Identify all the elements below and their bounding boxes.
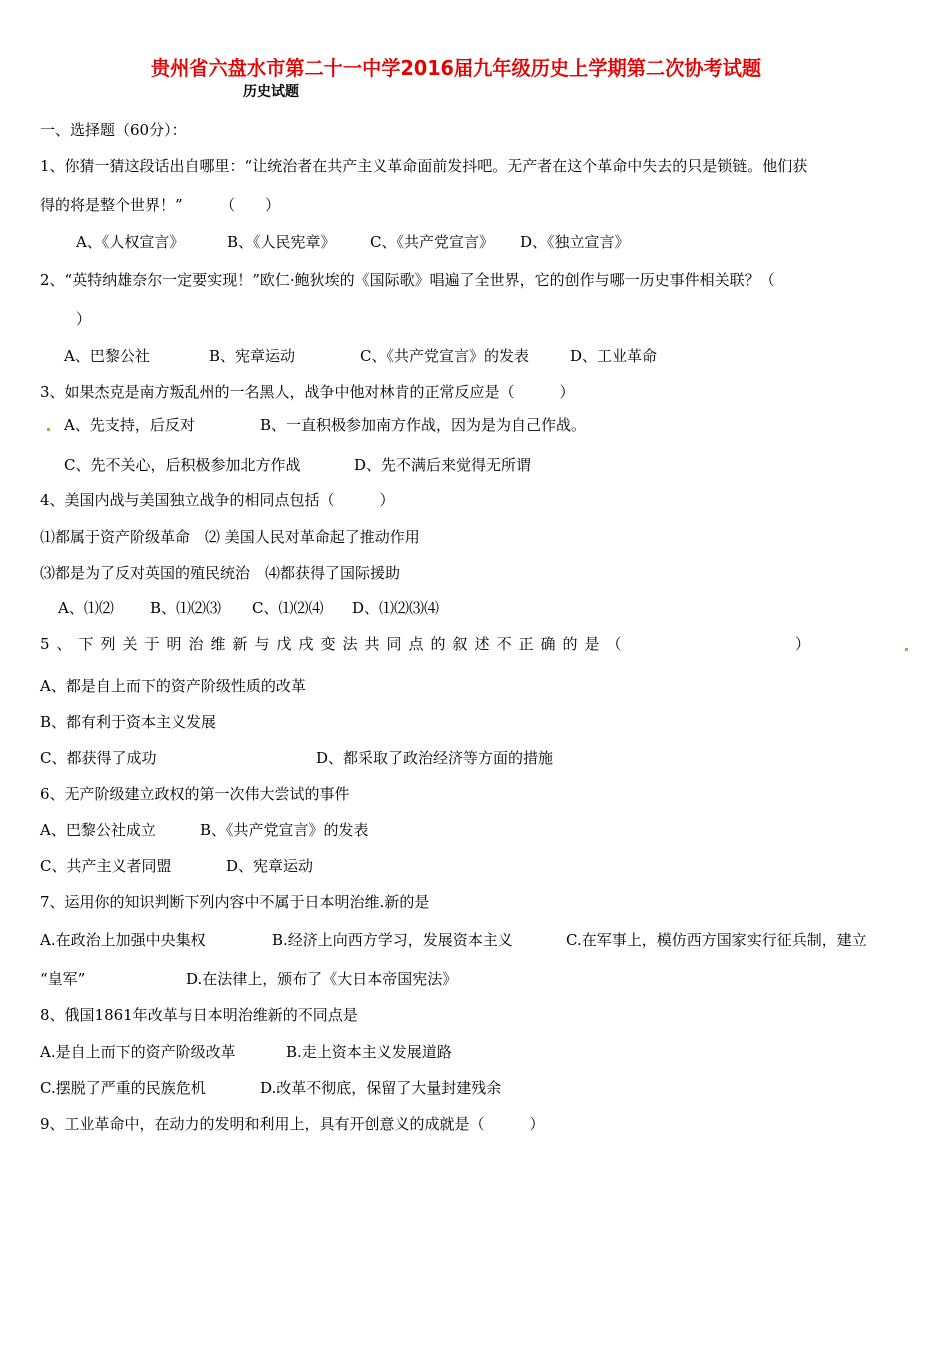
question-3-option-d: D、先不满后来觉得无所谓 <box>354 456 532 474</box>
question-8-text: 8、俄国1861年改革与日本明治维新的不同点是 <box>40 1006 358 1024</box>
question-2-option-d: D、工业革命 <box>570 347 658 365</box>
question-7-option-c: C.在军事上，模仿西方国家实行征兵制，建立 <box>566 931 867 949</box>
question-4-option-c: C、⑴⑵⑷ <box>252 599 324 617</box>
question-4-option-d: D、⑴⑵⑶⑷ <box>352 599 440 617</box>
question-7-option-b: B.经济上向西方学习，发展资本主义 <box>272 931 513 949</box>
question-6-option-d: D、宪章运动 <box>226 857 314 875</box>
question-3-option-a: A、先支持，后反对 <box>64 416 195 434</box>
question-8-option-c: C.摆脱了严重的民族危机 <box>40 1079 206 1097</box>
question-1-option-d: D、《独立宣言》 <box>520 233 630 251</box>
question-4-option-b: B、⑴⑵⑶ <box>150 599 222 617</box>
section-heading: 一、选择题（60分）： <box>40 121 187 139</box>
question-5-option-c: C、都获得了成功 <box>40 749 157 767</box>
question-9-text: 9、工业革命中，在动力的发明和利用上，具有开创意义的成就是（ ） <box>40 1115 545 1133</box>
document-title: 贵州省六盘水市第二十一中学2016届九年级历史上学期第二次协考试题 <box>150 56 762 80</box>
question-4-statement-1-2: ⑴都属于资产阶级革命 ⑵ 美国人民对革命起了推动作用 <box>40 528 420 546</box>
question-1-text-cont: 得的将是整个世界！” （ ） <box>40 196 281 214</box>
question-4-option-a: A、⑴⑵ <box>58 599 114 617</box>
document-subtitle: 历史试题 <box>243 84 299 100</box>
question-3-option-b: B、一直积极参加南方作战，因为是为自己作战。 <box>260 416 587 434</box>
question-7-option-d: D.在法律上，颁布了《大日本帝国宪法》 <box>186 970 458 988</box>
question-7-option-a: A.在政治上加强中央集权 <box>40 931 206 949</box>
question-2-option-b: B、宪章运动 <box>209 347 296 365</box>
question-5-option-a: A、都是自上而下的资产阶级性质的改革 <box>40 677 306 695</box>
question-2-text: 2、“英特纳雄奈尔一定要实现！”欧仁·鲍狄埃的《国际歌》唱遍了全世界，它的创作与哪一历史事件相关联？（ <box>40 271 775 289</box>
question-5-option-b: B、都有利于资本主义发展 <box>40 713 217 731</box>
question-1-option-c: C、《共产党宣言》 <box>370 233 494 251</box>
question-5-option-d: D、都采取了政治经济等方面的措施 <box>316 749 554 767</box>
question-6-option-a: A、巴黎公社成立 <box>40 821 156 839</box>
question-4-text: 4、美国内战与美国独立战争的相同点包括（ ） <box>40 491 395 509</box>
question-3-text: 3、如果杰克是南方叛乱州的一名黑人，战争中他对林肯的正常反应是（ ） <box>40 383 575 401</box>
question-5-paren-close: ） <box>795 635 811 653</box>
question-6-option-b: B、《共产党宣言》的发表 <box>200 821 369 839</box>
question-1-option-a: A、《人权宣言》 <box>76 233 185 251</box>
question-1-text: 1、你猜一猜这段话出自哪里：“让统治者在共产主义革命面前发抖吧。无产者在这个革命中失去的只是锁链。他们获 <box>40 157 808 175</box>
question-3-option-c: C、先不关心，后积极参加北方作战 <box>64 456 301 474</box>
question-2-option-a: A、巴黎公社 <box>64 347 150 365</box>
question-4-statement-3-4: ⑶都是为了反对英国的殖民统治 ⑷都获得了国际援助 <box>40 564 401 582</box>
speck-mark <box>47 428 50 431</box>
question-8-option-a: A.是自上而下的资产阶级改革 <box>40 1043 236 1061</box>
question-6-text: 6、无产阶级建立政权的第一次伟大尝试的事件 <box>40 785 350 803</box>
speck-mark <box>905 648 908 651</box>
question-8-option-b: B.走上资本主义发展道路 <box>286 1043 452 1061</box>
question-1-option-b: B、《人民宪章》 <box>227 233 336 251</box>
question-5-text: 5、下列关于明治维新与戊戌变法共同点的叙述不正确的是（ <box>40 635 629 653</box>
question-2-text-cont: ） <box>76 310 92 328</box>
question-2-option-c: C、《共产党宣言》的发表 <box>360 347 529 365</box>
question-8-option-d: D.改革不彻底，保留了大量封建残余 <box>260 1079 502 1097</box>
question-7-option-c-cont: “皇军” <box>40 970 86 988</box>
question-6-option-c: C、共产主义者同盟 <box>40 857 172 875</box>
question-7-text: 7、运用你的知识判断下列内容中不属于日本明治维.新的是 <box>40 893 430 911</box>
